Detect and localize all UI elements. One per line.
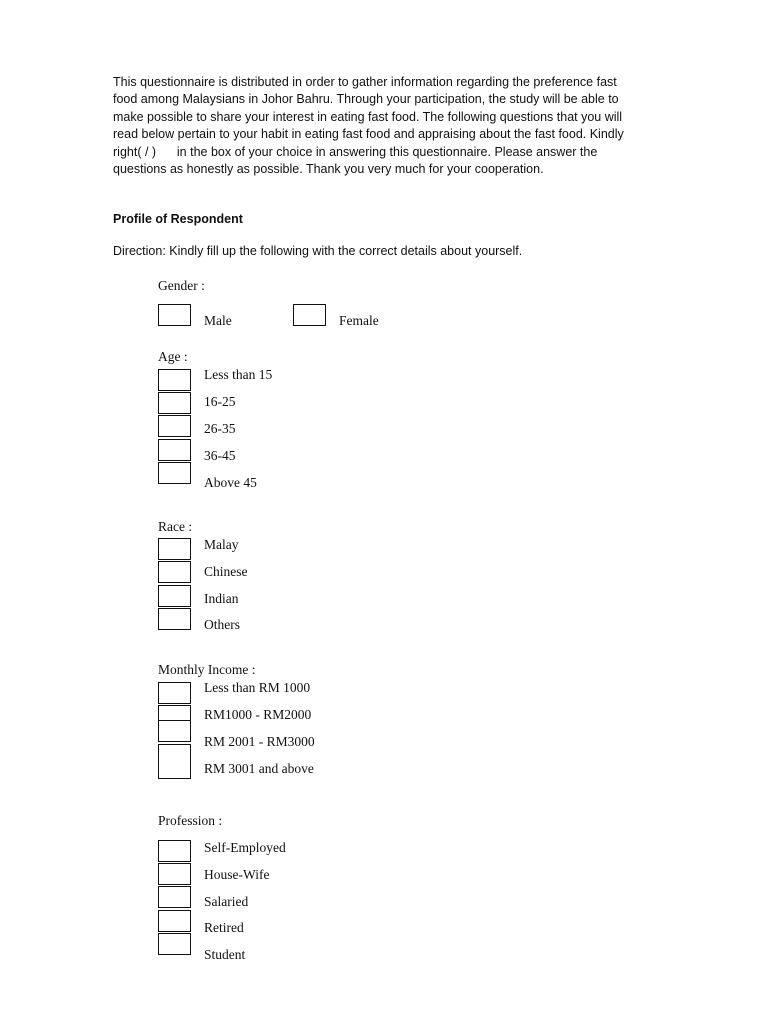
profession-option-label: Self-Employed — [204, 840, 286, 855]
age-option-label: 16-25 — [204, 394, 236, 409]
profession-option-label: Retired — [204, 920, 244, 935]
profession-option-checkbox[interactable] — [158, 886, 191, 908]
profile-heading: Profile of Respondent — [113, 212, 243, 226]
intro-paragraph — [113, 74, 643, 178]
race-label: Race : — [158, 519, 193, 534]
profession-option-checkbox[interactable] — [158, 933, 191, 955]
race-option-checkbox[interactable] — [158, 585, 191, 607]
race-option-label: Chinese — [204, 564, 248, 579]
profession-option-label: Salaried — [204, 894, 249, 909]
age-option-label: 26-35 — [204, 421, 236, 436]
income-option-label: RM 2001 - RM3000 — [204, 734, 315, 749]
income-label: Monthly Income : — [158, 662, 256, 677]
income-option-checkbox[interactable] — [158, 682, 191, 704]
age-option-checkbox[interactable] — [158, 392, 191, 414]
profession-option-checkbox[interactable] — [158, 910, 191, 932]
income-option-label: RM 3001 and above — [204, 761, 314, 776]
profession-option-label: House-Wife — [204, 867, 270, 882]
race-option-checkbox[interactable] — [158, 538, 191, 560]
direction-text: Direction: Kindly fill up the following with the correct details about yourself. — [113, 244, 523, 258]
profession-option-label: Student — [204, 947, 246, 962]
profession-option-checkbox[interactable] — [158, 840, 191, 862]
age-option-checkbox[interactable] — [158, 462, 191, 484]
age-label: Age : — [158, 349, 188, 364]
race-option-label: Malay — [204, 537, 239, 552]
age-option-checkbox[interactable] — [158, 369, 191, 391]
age-option-label: Less than 15 — [204, 367, 273, 382]
gender-female-checkbox[interactable] — [293, 304, 326, 326]
race-option-checkbox[interactable] — [158, 608, 191, 630]
income-option-label: RM1000 - RM2000 — [204, 707, 312, 722]
intro-text-part1: This questionnaire is distributed in order to gather information regarding the preference fast food among Malaysians in Johor Bahru. Through your participation, the study will be able to make possible to share your interest in eating fast food. The following questions that you will read below pertain to your habit in eating fast food and appraising about the fast food. Kindly right( / ) — [113, 75, 624, 159]
gender-male-checkbox[interactable] — [158, 304, 191, 326]
gender-label: Gender : — [158, 278, 205, 293]
income-option-label: Less than RM 1000 — [204, 680, 311, 695]
age-option-checkbox[interactable] — [158, 415, 191, 437]
gender-male-label: Male — [204, 313, 232, 328]
race-option-label: Indian — [204, 591, 239, 606]
age-option-checkbox[interactable] — [158, 439, 191, 461]
income-option-checkbox[interactable] — [158, 720, 191, 742]
gender-female-label: Female — [339, 313, 379, 328]
profession-label: Profession : — [158, 813, 223, 828]
race-option-checkbox[interactable] — [158, 561, 191, 583]
profession-option-checkbox[interactable] — [158, 863, 191, 885]
age-option-label: Above 45 — [204, 475, 257, 490]
race-option-label: Others — [204, 617, 240, 632]
income-option-checkbox[interactable] — [158, 744, 191, 779]
intro-text-part2: in the box of your choice in answering this questionnaire. Please answer the questions as honestly as possible. Thank you very much for your cooperation. — [113, 144, 598, 177]
age-option-label: 36-45 — [204, 448, 236, 463]
